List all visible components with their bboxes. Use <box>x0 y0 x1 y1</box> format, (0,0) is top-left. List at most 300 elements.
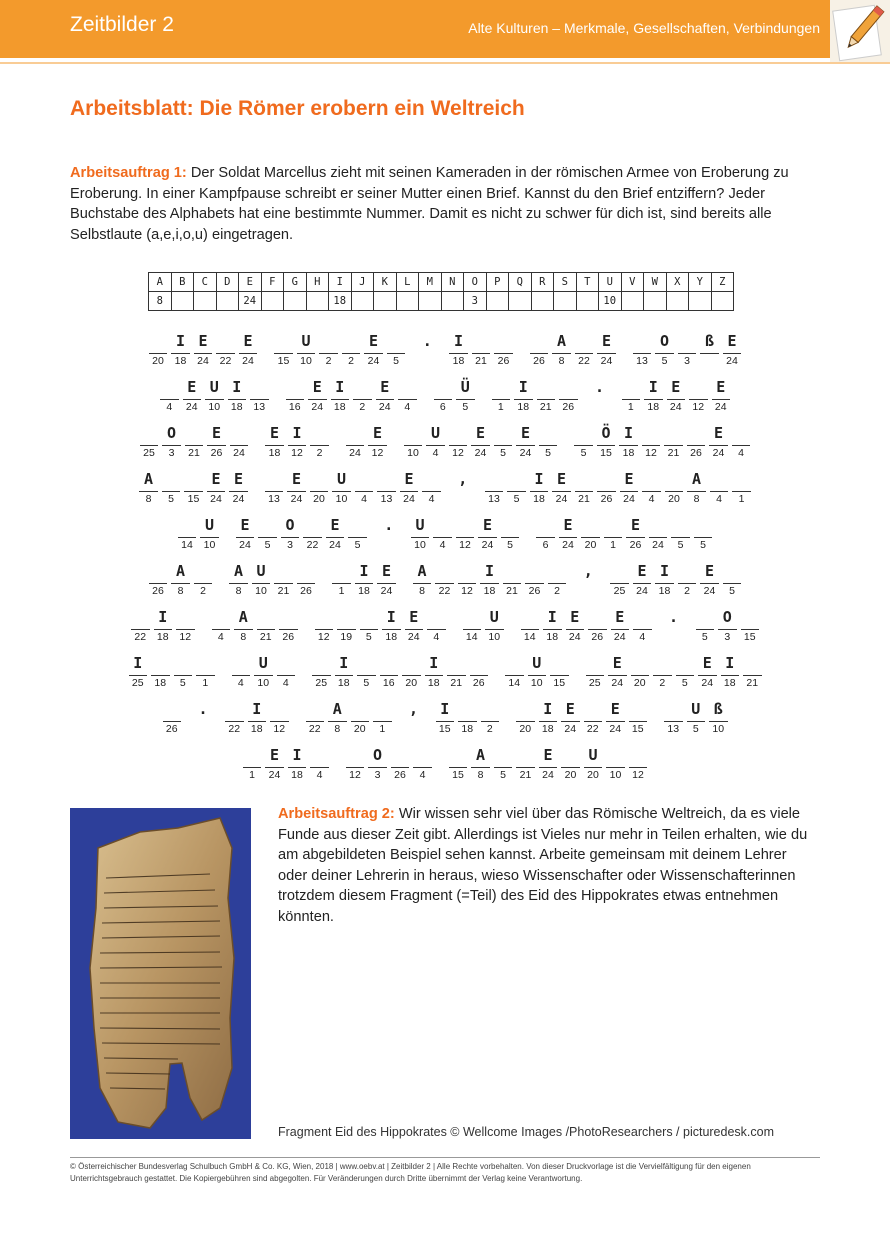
letter-blank[interactable] <box>228 376 247 420</box>
given-letter <box>561 744 580 768</box>
letter-blank[interactable] <box>494 744 513 788</box>
letter-blank[interactable] <box>667 376 686 420</box>
letter-number: 22 <box>219 355 232 367</box>
given-letter <box>230 422 249 446</box>
letter-number: 18 <box>337 677 350 689</box>
letter-blank[interactable] <box>196 652 215 696</box>
letter-blank[interactable] <box>174 652 193 696</box>
letter-number: 8 <box>240 631 247 643</box>
letter-blank[interactable] <box>574 422 593 466</box>
letter-blank[interactable] <box>398 376 417 420</box>
letter-blank[interactable] <box>254 652 273 696</box>
letter-blank[interactable] <box>629 744 648 788</box>
letter-blank[interactable] <box>732 422 751 466</box>
letter-blank[interactable] <box>550 652 569 696</box>
letter-blank[interactable] <box>230 422 249 466</box>
letter-blank[interactable] <box>581 514 600 558</box>
puzzle-row <box>0 330 890 376</box>
letter-blank[interactable] <box>332 560 351 604</box>
letter-blank[interactable] <box>436 698 455 742</box>
letter-number: 24 <box>555 493 568 505</box>
letter-blank[interactable] <box>611 606 630 650</box>
punctuation-mark: . <box>384 516 394 534</box>
letter-blank[interactable] <box>471 422 490 466</box>
letter-blank[interactable] <box>608 652 627 696</box>
letter-blank[interactable] <box>422 468 441 512</box>
letter-blank[interactable] <box>712 376 731 420</box>
letter-blank[interactable] <box>405 606 424 650</box>
letter-blank[interactable] <box>449 422 468 466</box>
letter-blank[interactable] <box>539 744 558 788</box>
letter-blank[interactable] <box>447 652 466 696</box>
letter-blank[interactable] <box>470 652 489 696</box>
letter-blank[interactable] <box>597 422 616 466</box>
letter-blank[interactable] <box>353 376 372 420</box>
letter-blank[interactable] <box>516 698 535 742</box>
letter-blank[interactable] <box>310 744 329 788</box>
letter-number: 21 <box>519 769 532 781</box>
letter-number: 4 <box>217 631 224 643</box>
punctuation-mark: . <box>668 608 679 626</box>
letter-blank[interactable] <box>494 330 513 374</box>
given-letter: A <box>139 468 158 492</box>
puzzle-word <box>139 468 248 514</box>
letter-blank[interactable] <box>536 514 555 558</box>
letter-blank[interactable] <box>700 560 719 604</box>
letter-blank[interactable] <box>689 376 708 420</box>
letter-blank[interactable] <box>286 376 305 420</box>
letter-blank[interactable] <box>331 376 350 420</box>
letter-blank[interactable] <box>642 468 661 512</box>
letter-blank[interactable] <box>434 376 453 420</box>
letter-blank[interactable] <box>178 514 197 558</box>
letter-blank[interactable] <box>413 560 432 604</box>
given-letter <box>472 330 491 354</box>
letter-blank[interactable] <box>671 514 690 558</box>
letter-blank[interactable] <box>140 422 159 466</box>
letter-blank[interactable] <box>552 468 571 512</box>
given-letter: E <box>559 514 578 538</box>
letter-blank[interactable] <box>310 468 329 512</box>
letter-blank[interactable] <box>626 514 645 558</box>
page-title: Arbeitsblatt: Die Römer erobern ein Weltreich <box>70 97 525 120</box>
letter-blank[interactable] <box>234 606 253 650</box>
letter-blank[interactable] <box>368 422 387 466</box>
letter-blank[interactable] <box>387 330 406 374</box>
letter-blank[interactable] <box>310 422 329 466</box>
letter-blank[interactable] <box>425 652 444 696</box>
letter-number: 12 <box>692 401 705 413</box>
letter-blank[interactable] <box>149 330 168 374</box>
letter-blank[interactable] <box>485 606 504 650</box>
letter-blank[interactable] <box>312 652 331 696</box>
letter-blank[interactable] <box>543 606 562 650</box>
letter-blank[interactable] <box>676 652 695 696</box>
given-letter <box>633 606 652 630</box>
letter-blank[interactable] <box>154 606 173 650</box>
letter-blank[interactable] <box>400 468 419 512</box>
letter-blank[interactable] <box>277 652 296 696</box>
letter-blank[interactable] <box>597 468 616 512</box>
letter-blank[interactable] <box>360 606 379 650</box>
puzzle-word <box>696 606 760 652</box>
letter-blank[interactable] <box>207 422 226 466</box>
letter-blank[interactable] <box>687 468 706 512</box>
letter-blank[interactable] <box>622 376 641 420</box>
letter-blank[interactable] <box>566 606 585 650</box>
letter-blank[interactable] <box>709 422 728 466</box>
letter-blank[interactable] <box>380 652 399 696</box>
given-letter <box>521 606 540 630</box>
letter-blank[interactable] <box>342 330 361 374</box>
letter-blank[interactable] <box>644 376 663 420</box>
letter-blank[interactable] <box>265 744 284 788</box>
letter-blank[interactable] <box>225 698 244 742</box>
letter-blank[interactable] <box>216 330 235 374</box>
letter-blank[interactable] <box>377 468 396 512</box>
letter-blank[interactable] <box>633 560 652 604</box>
letter-blank[interactable] <box>694 514 713 558</box>
letter-number: 24 <box>233 447 245 459</box>
letter-blank[interactable] <box>584 744 603 788</box>
letter-blank[interactable] <box>315 606 334 650</box>
letter-blank[interactable] <box>456 376 475 420</box>
given-letter <box>604 514 623 538</box>
letter-blank[interactable] <box>258 514 277 558</box>
letter-blank[interactable] <box>319 330 338 374</box>
letter-number: 5 <box>365 631 372 643</box>
letter-blank[interactable] <box>687 698 706 742</box>
letter-blank[interactable] <box>332 468 351 512</box>
letter-blank[interactable] <box>346 422 365 466</box>
letter-blank[interactable] <box>642 422 661 466</box>
letter-blank[interactable] <box>346 744 365 788</box>
letter-blank[interactable] <box>597 330 616 374</box>
letter-number: 18 <box>461 723 474 735</box>
letter-blank[interactable] <box>185 422 204 466</box>
letter-number: 8 <box>477 769 484 781</box>
letter-blank[interactable] <box>427 606 446 650</box>
letter-blank[interactable] <box>620 468 639 512</box>
letter-blank[interactable] <box>606 698 625 742</box>
given-letter <box>310 468 329 492</box>
letter-blank[interactable] <box>629 698 648 742</box>
letter-blank[interactable] <box>586 652 605 696</box>
puzzle-word <box>274 330 405 376</box>
letter-number: 4 <box>433 631 440 643</box>
letter-number: 1 <box>202 677 209 689</box>
letter-blank[interactable] <box>160 376 179 420</box>
puzzle-row <box>0 744 890 790</box>
letter-blank[interactable] <box>274 330 293 374</box>
letter-blank[interactable] <box>404 422 423 466</box>
letter-blank[interactable] <box>559 514 578 558</box>
letter-number: 10 <box>257 677 270 689</box>
letter-blank[interactable] <box>559 376 578 420</box>
letter-blank[interactable] <box>364 330 383 374</box>
letter-blank[interactable] <box>248 698 267 742</box>
letter-blank[interactable] <box>236 514 255 558</box>
letter-blank[interactable] <box>205 376 224 420</box>
letter-blank[interactable] <box>351 698 370 742</box>
puzzle-word <box>149 560 213 606</box>
letter-blank[interactable] <box>139 468 158 512</box>
letter-blank[interactable] <box>270 698 289 742</box>
letter-blank[interactable] <box>232 652 251 696</box>
letter-blank[interactable] <box>472 330 491 374</box>
code-letter-cell: N <box>441 273 464 292</box>
letter-blank[interactable] <box>458 560 477 604</box>
letter-blank[interactable] <box>303 514 322 558</box>
letter-blank[interactable] <box>183 376 202 420</box>
letter-blank[interactable] <box>588 606 607 650</box>
puzzle-row <box>0 560 890 606</box>
letter-blank[interactable] <box>710 468 729 512</box>
letter-blank[interactable] <box>265 468 284 512</box>
task-1 <box>70 163 825 245</box>
letter-blank[interactable] <box>288 422 307 466</box>
letter-blank[interactable] <box>288 744 307 788</box>
letter-blank[interactable] <box>449 744 468 788</box>
given-letter <box>377 468 396 492</box>
letter-blank[interactable] <box>171 330 190 374</box>
letter-blank[interactable] <box>200 514 219 558</box>
letter-blank[interactable] <box>709 698 728 742</box>
letter-blank[interactable] <box>194 560 213 604</box>
letter-blank[interactable] <box>162 422 181 466</box>
given-letter: I <box>721 652 740 676</box>
letter-blank[interactable] <box>212 606 231 650</box>
letter-blank[interactable] <box>162 468 181 512</box>
given-letter: A <box>234 606 253 630</box>
letter-number: 18 <box>546 631 559 643</box>
letter-blank[interactable] <box>376 376 395 420</box>
letter-blank[interactable] <box>619 422 638 466</box>
letter-blank[interactable] <box>552 330 571 374</box>
letter-blank[interactable] <box>257 606 276 650</box>
letter-blank[interactable] <box>664 698 683 742</box>
letter-blank[interactable] <box>481 698 500 742</box>
letter-blank[interactable] <box>391 744 410 788</box>
given-letter <box>575 330 594 354</box>
letter-blank[interactable] <box>287 468 306 512</box>
letter-blank[interactable] <box>604 514 623 558</box>
punctuation-mark: . <box>594 378 605 396</box>
letter-blank[interactable] <box>700 330 719 374</box>
letter-blank[interactable] <box>265 422 284 466</box>
letter-blank[interactable] <box>723 560 742 604</box>
letter-blank[interactable] <box>229 560 248 604</box>
letter-blank[interactable] <box>239 330 258 374</box>
letter-blank[interactable] <box>357 652 376 696</box>
letter-blank[interactable] <box>413 744 432 788</box>
puzzle-word <box>586 652 762 698</box>
letter-blank[interactable] <box>610 560 629 604</box>
letter-blank[interactable] <box>649 514 668 558</box>
letter-blank[interactable] <box>337 606 356 650</box>
letter-blank[interactable] <box>721 652 740 696</box>
given-letter <box>610 560 629 584</box>
letter-blank[interactable] <box>492 376 511 420</box>
letter-number: 20 <box>564 769 577 781</box>
letter-blank[interactable] <box>328 698 347 742</box>
letter-blank[interactable] <box>355 560 374 604</box>
letter-blank[interactable] <box>575 468 594 512</box>
letter-blank[interactable] <box>548 560 567 604</box>
letter-blank[interactable] <box>732 468 751 512</box>
puzzle-word <box>505 652 569 698</box>
puzzle-word <box>485 468 751 514</box>
letter-blank[interactable] <box>449 330 468 374</box>
letter-blank[interactable] <box>664 422 683 466</box>
letter-blank[interactable] <box>525 560 544 604</box>
letter-blank[interactable] <box>516 744 535 788</box>
letter-blank[interactable] <box>163 698 182 742</box>
letter-number: 24 <box>562 539 574 551</box>
letter-blank[interactable] <box>696 606 715 650</box>
letter-blank[interactable] <box>561 744 580 788</box>
letter-blank[interactable] <box>151 652 170 696</box>
letter-number: 26 <box>165 723 178 735</box>
letter-blank[interactable] <box>306 698 325 742</box>
letter-blank[interactable] <box>250 376 269 420</box>
letter-number: 2 <box>325 355 332 367</box>
letter-blank[interactable] <box>335 652 354 696</box>
letter-blank[interactable] <box>478 514 497 558</box>
letter-blank[interactable] <box>463 606 482 650</box>
letter-blank[interactable] <box>485 468 504 512</box>
letter-blank[interactable] <box>149 560 168 604</box>
letter-blank[interactable] <box>698 652 717 696</box>
letter-number: 15 <box>631 723 644 735</box>
letter-blank[interactable] <box>207 468 226 512</box>
letter-blank[interactable] <box>171 560 190 604</box>
letter-blank[interactable] <box>528 652 547 696</box>
letter-blank[interactable] <box>505 652 524 696</box>
letter-blank[interactable] <box>281 514 300 558</box>
letter-blank[interactable] <box>537 376 556 420</box>
letter-blank[interactable] <box>561 698 580 742</box>
letter-number: 4 <box>166 401 173 413</box>
letter-blank[interactable] <box>274 560 293 604</box>
letter-blank[interactable] <box>655 560 674 604</box>
letter-blank[interactable] <box>584 698 603 742</box>
letter-blank[interactable] <box>308 376 327 420</box>
letter-number: 5 <box>700 539 706 551</box>
given-letter <box>689 376 708 400</box>
letter-blank[interactable] <box>530 468 549 512</box>
letter-blank[interactable] <box>718 606 737 650</box>
letter-blank[interactable] <box>530 330 549 374</box>
letter-blank[interactable] <box>176 606 195 650</box>
letter-blank[interactable] <box>653 652 672 696</box>
letter-blank[interactable] <box>743 652 762 696</box>
letter-blank[interactable] <box>252 560 271 604</box>
letter-blank[interactable] <box>539 422 558 466</box>
letter-blank[interactable] <box>411 514 430 558</box>
letter-blank[interactable] <box>665 468 684 512</box>
letter-blank[interactable] <box>129 652 148 696</box>
letter-blank[interactable] <box>471 744 490 788</box>
letter-number: 4 <box>738 447 744 459</box>
letter-number: 12 <box>349 769 361 781</box>
given-letter: O <box>162 422 181 446</box>
letter-blank[interactable] <box>633 606 652 650</box>
letter-blank[interactable] <box>678 330 697 374</box>
letter-blank[interactable] <box>402 652 421 696</box>
given-letter <box>588 606 607 630</box>
letter-number: 20 <box>633 677 646 689</box>
letter-blank[interactable] <box>494 422 513 466</box>
letter-blank[interactable] <box>456 514 475 558</box>
letter-number: 12 <box>461 585 473 597</box>
letter-blank[interactable] <box>655 330 674 374</box>
letter-blank[interactable] <box>631 652 650 696</box>
letter-number: 18 <box>452 355 465 367</box>
letter-blank[interactable] <box>243 744 262 788</box>
code-letter-cell: P <box>486 273 509 292</box>
letter-blank[interactable] <box>741 606 760 650</box>
letter-blank[interactable] <box>373 698 392 742</box>
letter-blank[interactable] <box>368 744 387 788</box>
given-letter <box>303 514 322 538</box>
letter-blank[interactable] <box>279 606 298 650</box>
given-letter <box>380 652 399 676</box>
letter-blank[interactable] <box>539 698 558 742</box>
letter-blank[interactable] <box>687 422 706 466</box>
letter-blank[interactable] <box>516 422 535 466</box>
letter-blank[interactable] <box>501 514 520 558</box>
letter-blank[interactable] <box>184 468 203 512</box>
letter-blank[interactable] <box>355 468 374 512</box>
letter-blank[interactable] <box>297 560 316 604</box>
letter-blank[interactable] <box>377 560 396 604</box>
letter-blank[interactable] <box>678 560 697 604</box>
given-letter <box>212 606 231 630</box>
letter-blank[interactable] <box>480 560 499 604</box>
letter-blank[interactable] <box>606 744 625 788</box>
letter-blank[interactable] <box>435 560 454 604</box>
given-letter <box>485 468 504 492</box>
letter-blank[interactable] <box>326 514 345 558</box>
letter-blank[interactable] <box>194 330 213 374</box>
given-letter <box>694 514 713 538</box>
given-letter: E <box>709 422 728 446</box>
letter-blank[interactable] <box>458 698 477 742</box>
letter-blank[interactable] <box>503 560 522 604</box>
letter-blank[interactable] <box>507 468 526 512</box>
letter-blank[interactable] <box>723 330 742 374</box>
letter-blank[interactable] <box>131 606 150 650</box>
given-letter: E <box>194 330 213 354</box>
letter-blank[interactable] <box>433 514 452 558</box>
letter-blank[interactable] <box>229 468 248 512</box>
puzzle-word <box>129 652 215 698</box>
letter-blank[interactable] <box>575 330 594 374</box>
given-letter <box>539 422 558 446</box>
letter-blank[interactable] <box>382 606 401 650</box>
letter-blank[interactable] <box>521 606 540 650</box>
letter-number: 24 <box>349 447 361 459</box>
code-number-cell <box>486 292 509 311</box>
letter-blank[interactable] <box>514 376 533 420</box>
letter-blank[interactable] <box>633 330 652 374</box>
letter-blank[interactable] <box>348 514 367 558</box>
given-letter: I <box>425 652 444 676</box>
letter-blank[interactable] <box>297 330 316 374</box>
letter-number: 2 <box>359 401 366 413</box>
letter-blank[interactable] <box>426 422 445 466</box>
